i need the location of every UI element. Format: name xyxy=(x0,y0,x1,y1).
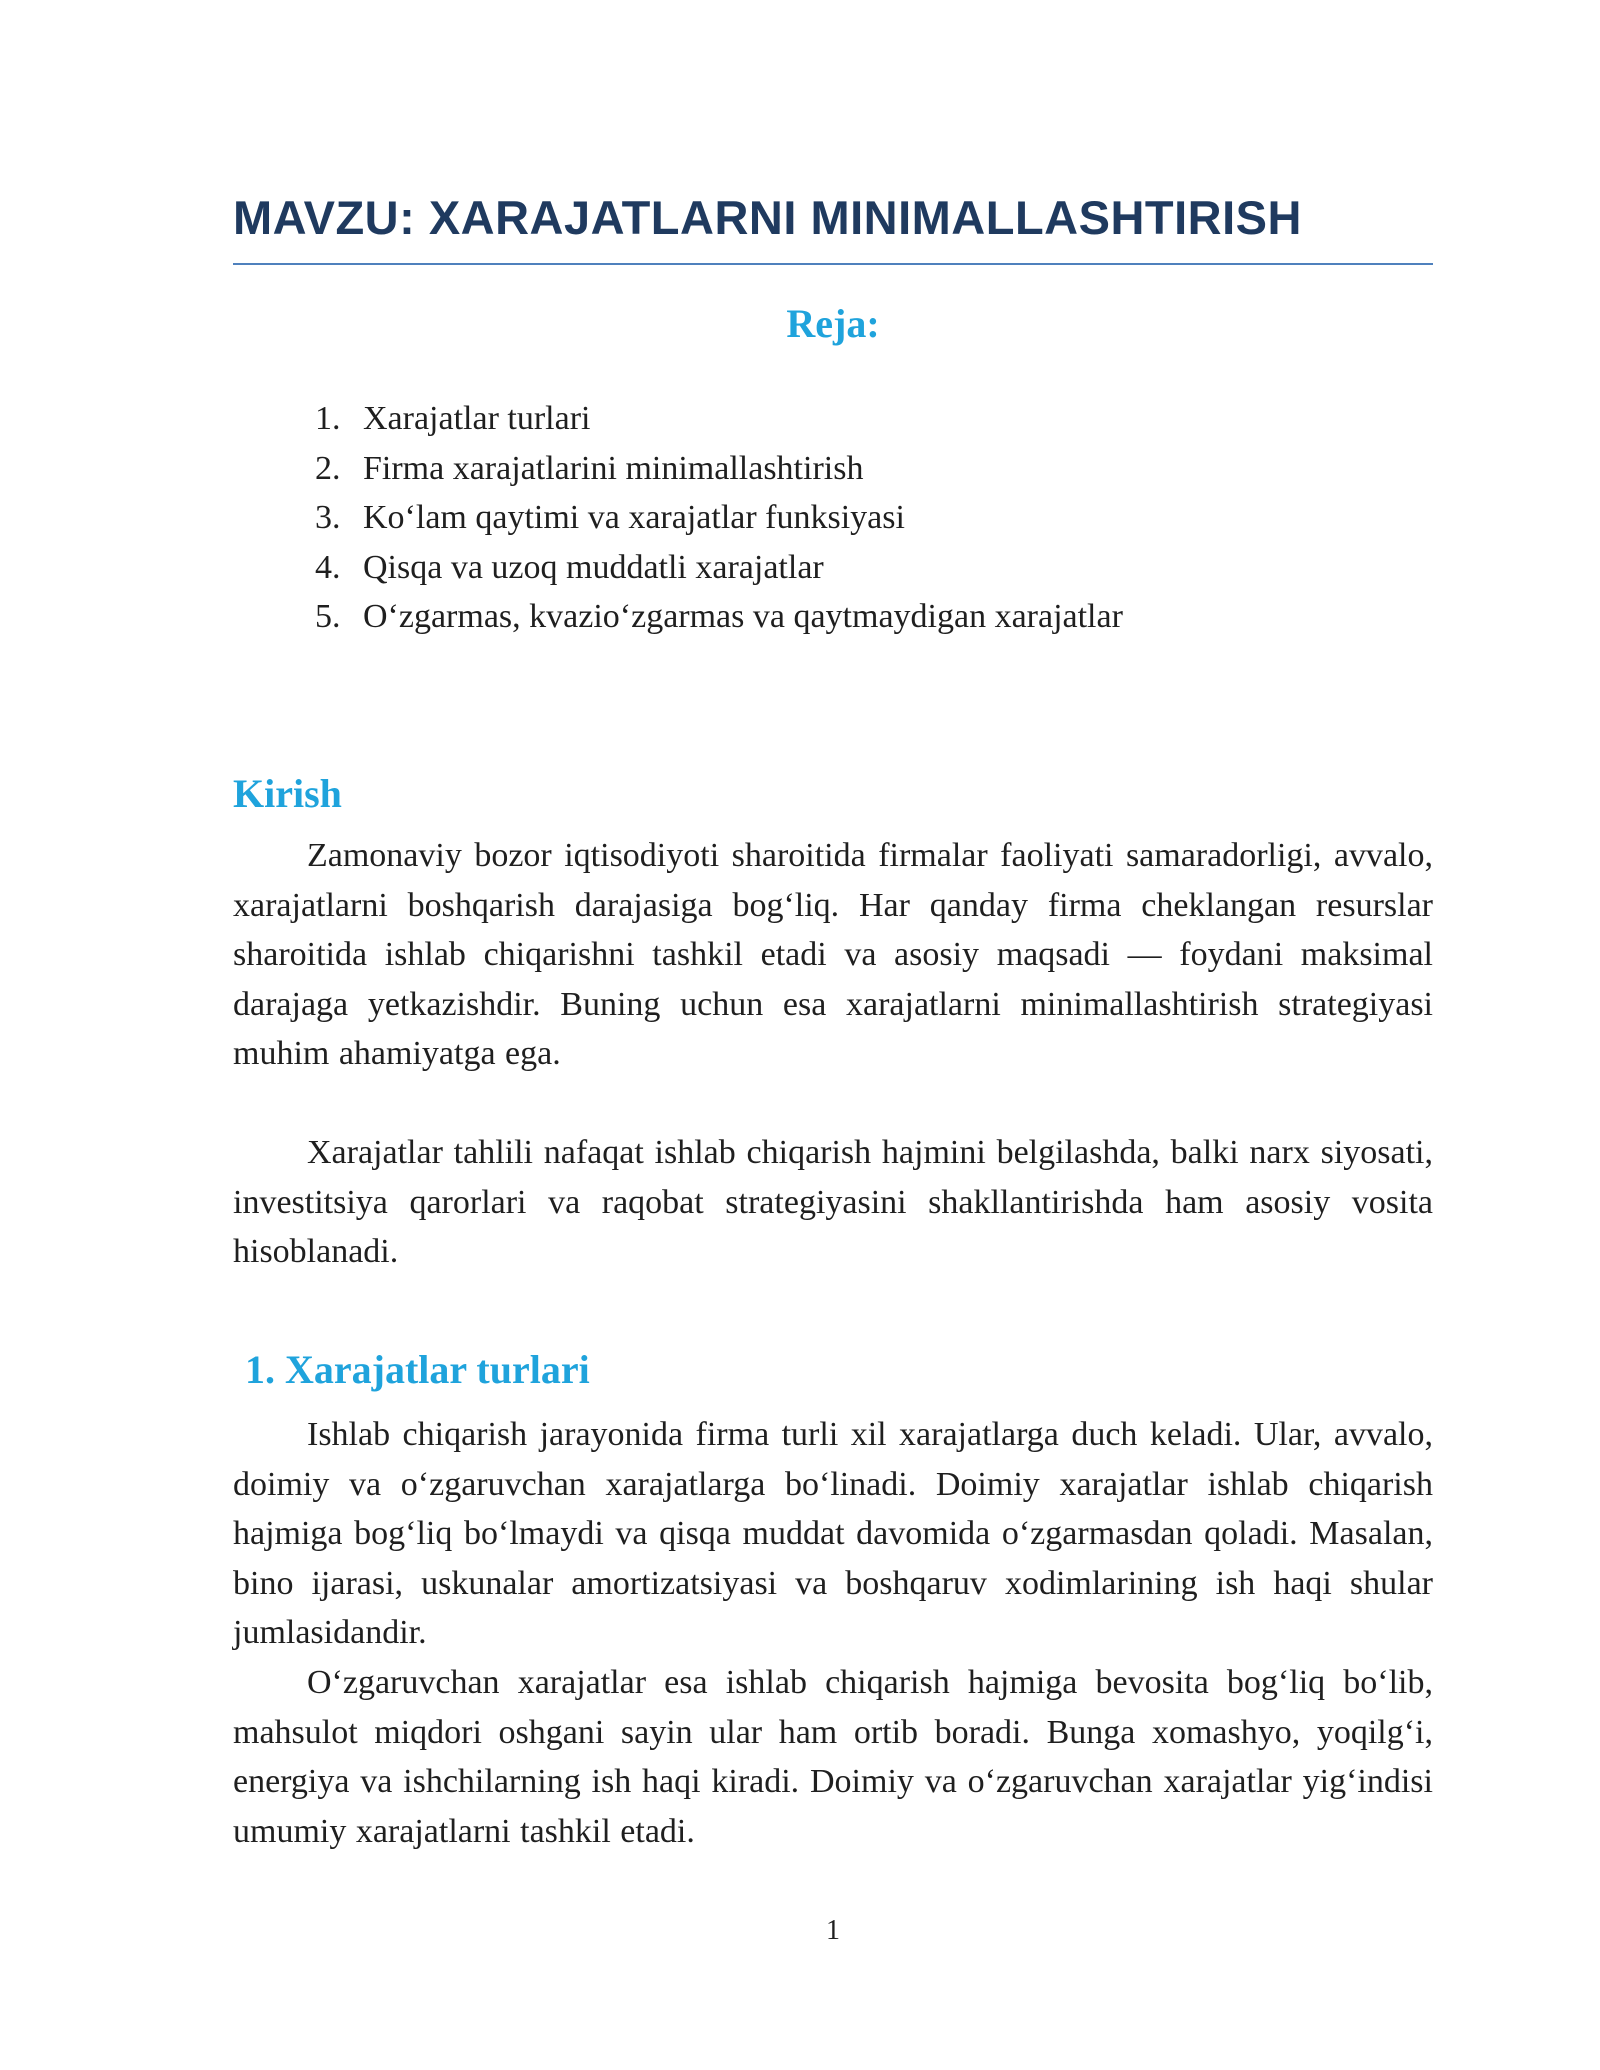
paragraph: Zamonaviy bozor iqtisodiyoti sharoitida firmalar faoliyati samaradorligi, avvalo, xarajatlarni boshqarish darajasiga bog‘liq. Har qanday firma cheklangan resurslar sharoitida ishlab chiqarishni tashkil etadi va asosiy maqsadi — foydani maksimal darajaga yetkazishdir. Buning uchun esa xarajatlarni minimallashtirish strategiyasi muhim ahamiyatga ega. xyxy=(233,837,1433,1072)
plan-item-number: 4. xyxy=(315,548,341,586)
title-underline xyxy=(233,263,1433,265)
plan-item xyxy=(315,543,1123,593)
plan-item-text: Xarajatlar turlari xyxy=(363,400,591,437)
paragraph: Xarajatlar tahlili nafaqat ishlab chiqarish hajmini belgilashda, balki narx siyosati, investitsiya qarorlari va raqobat strategiyasini shakllantirishda ham asosiy vosita hisoblanadi. xyxy=(233,1134,1433,1270)
plan-item xyxy=(315,444,1123,494)
paragraph: Ishlab chiqarish jarayonida firma turli xil xarajatlarga duch keladi. Ular, avvalo, doimiy va o‘zgaruvchan xarajatlarga bo‘linadi. Doimiy xarajatlar ishlab chiqarish hajmiga bog‘liq bo‘lmaydi va qisqa muddat davomida o‘zgarmasdan qoladi. Masalan, bino ijarasi, uskunalar amortizatsiyasi va boshqaruv xodimlarining ish haqi shular jumlasidandir. xyxy=(233,1416,1433,1651)
plan-item xyxy=(315,493,1123,543)
plan-item-number: 1. xyxy=(315,400,341,437)
section-heading-kirish: Kirish xyxy=(233,771,342,816)
paragraph: O‘zgaruvchan xarajatlar esa ishlab chiqarish hajmiga bevosita bog‘liq bo‘lib, mahsulot miqdori oshgani sayin ular ham ortib boradi. Bunga xomashyo, yoqilg‘i, energiya va ishchilarning ish haqi kiradi. Doimiy va o‘zgaruvchan xarajatlar yig‘indisi umumiy xarajatlarni tashkil etadi. xyxy=(233,1664,1433,1850)
page-number: 1 xyxy=(826,1915,840,1946)
plan-item-number: 5. xyxy=(315,598,341,635)
plan-heading: Reja: xyxy=(786,301,880,346)
plan-list xyxy=(315,394,1123,642)
section-heading-xarajatlar-turlari: 1. Xarajatlar turlari xyxy=(245,1347,590,1392)
plan-item-number: 3. xyxy=(315,499,341,536)
plan-item xyxy=(315,592,1123,642)
plan-item-text: Qisqa va uzoq muddatli xarajatlar xyxy=(363,548,824,586)
plan-item-text: Ko‘lam qaytimi va xarajatlar funksiyasi xyxy=(363,499,905,536)
plan-item-number: 2. xyxy=(315,449,341,487)
plan-item-text: O‘zgarmas, kvazio‘zgarmas va qaytmaydigan xarajatlar xyxy=(363,598,1123,635)
document-title: MAVZU: XARAJATLARNI MINIMALLASHTIRISH xyxy=(233,191,1302,244)
plan-item xyxy=(315,394,1123,444)
plan-item-text: Firma xarajatlarini minimallashtirish xyxy=(363,449,864,487)
